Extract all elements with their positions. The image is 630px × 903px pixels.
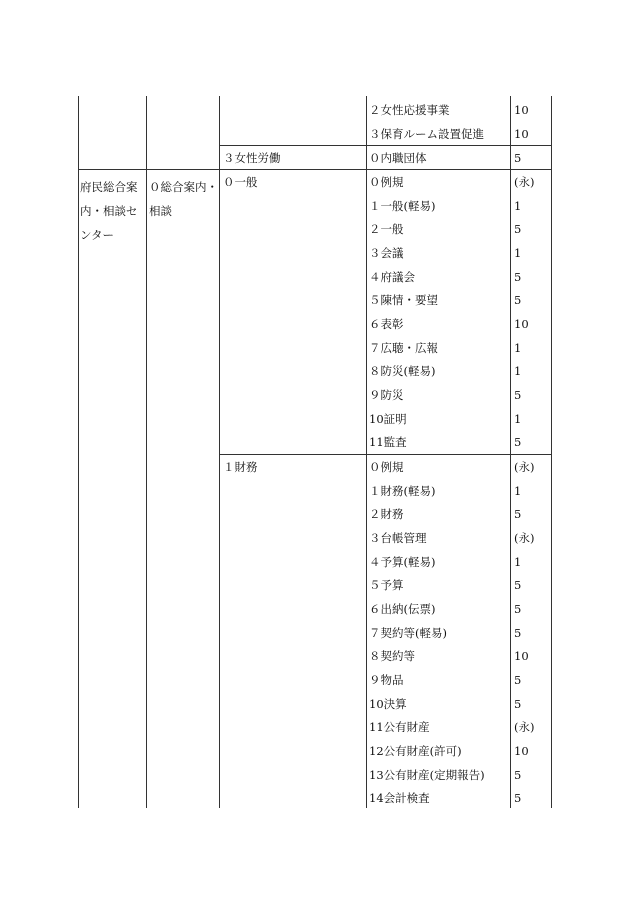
retention-cell: 5 — [514, 602, 522, 616]
section-cell: ０総合案内・相談 — [149, 180, 218, 218]
retention-cell: 5 — [514, 293, 522, 307]
retention-cell: 5 — [514, 768, 522, 782]
retention-cell: (永) — [514, 175, 535, 189]
item-cell: 13公有財産(定期報告) — [369, 768, 485, 782]
retention-cell: 5 — [514, 626, 522, 640]
retention-cell: 1 — [514, 199, 522, 213]
retention-cell: 5 — [514, 791, 522, 805]
retention-cell: (永) — [514, 460, 535, 474]
retention-cell: 5 — [514, 388, 522, 402]
retention-cell: (永) — [514, 720, 535, 734]
retention-cell: 5 — [514, 222, 522, 236]
item-cell: ４府議会 — [369, 270, 415, 284]
retention-cell: 5 — [514, 697, 522, 711]
column-divider-3 — [366, 96, 367, 808]
item-cell: １一般(軽易) — [369, 199, 436, 213]
retention-cell: 5 — [514, 435, 522, 449]
item-cell: ０例規 — [369, 460, 404, 474]
retention-cell: 1 — [514, 484, 522, 498]
row-separator — [219, 145, 551, 146]
retention-cell: 5 — [514, 151, 522, 165]
item-cell: ８防災(軽易) — [369, 364, 436, 378]
column-divider-2 — [219, 96, 220, 808]
item-cell: ９防災 — [369, 388, 404, 402]
item-cell: 11公有財産 — [369, 720, 430, 734]
item-cell: ９物品 — [369, 673, 404, 687]
category-cell: １財務 — [223, 460, 258, 474]
category-cell: ３女性労働 — [223, 151, 281, 165]
item-cell: ６出納(伝票) — [369, 602, 436, 616]
item-cell: ２一般 — [369, 222, 404, 236]
item-cell: 14会計検査 — [369, 791, 430, 805]
retention-cell: (永) — [514, 531, 535, 545]
item-cell: 10証明 — [369, 412, 407, 426]
retention-cell: 1 — [514, 341, 522, 355]
retention-cell: 10 — [514, 103, 529, 117]
item-cell: ５陳情・要望 — [369, 293, 438, 307]
retention-cell: 5 — [514, 578, 522, 592]
item-cell: ６表彰 — [369, 317, 404, 331]
category-cell: ０一般 — [223, 175, 258, 189]
retention-cell: 10 — [514, 317, 529, 331]
row-separator — [78, 169, 551, 170]
retention-cell: 1 — [514, 364, 522, 378]
item-cell: ０例規 — [369, 175, 404, 189]
item-cell: ０内職団体 — [369, 151, 427, 165]
table-border-right — [551, 96, 552, 808]
retention-cell: 1 — [514, 412, 522, 426]
item-cell: ３台帳管理 — [369, 531, 427, 545]
table-border-left — [78, 96, 79, 808]
retention-cell: 10 — [514, 744, 529, 758]
retention-cell: 10 — [514, 649, 529, 663]
retention-cell: 5 — [514, 507, 522, 521]
retention-cell: 5 — [514, 673, 522, 687]
item-cell: ５予算 — [369, 578, 404, 592]
item-cell: １財務(軽易) — [369, 484, 436, 498]
item-cell: 12公有財産(許可) — [369, 744, 462, 758]
retention-cell: 10 — [514, 127, 529, 141]
retention-cell: 1 — [514, 246, 522, 260]
item-cell: 11監査 — [369, 435, 407, 449]
retention-cell: 1 — [514, 555, 522, 569]
retention-cell: 5 — [514, 270, 522, 284]
item-cell: ７広聴・広報 — [369, 341, 438, 355]
item-cell: ２女性応援事業 — [369, 103, 450, 117]
column-divider-4 — [510, 96, 511, 808]
item-cell: ２財務 — [369, 507, 404, 521]
item-cell: ８契約等 — [369, 649, 415, 663]
item-cell: ４予算(軽易) — [369, 555, 436, 569]
item-cell: ３会議 — [369, 246, 404, 260]
column-divider-1 — [146, 96, 147, 808]
division-cell: 府民総合案内・相談センター — [80, 180, 138, 242]
row-separator — [219, 454, 551, 455]
item-cell: ３保育ルーム設置促進 — [369, 127, 484, 141]
item-cell: 10決算 — [369, 697, 407, 711]
item-cell: ７契約等(軽易) — [369, 626, 447, 640]
